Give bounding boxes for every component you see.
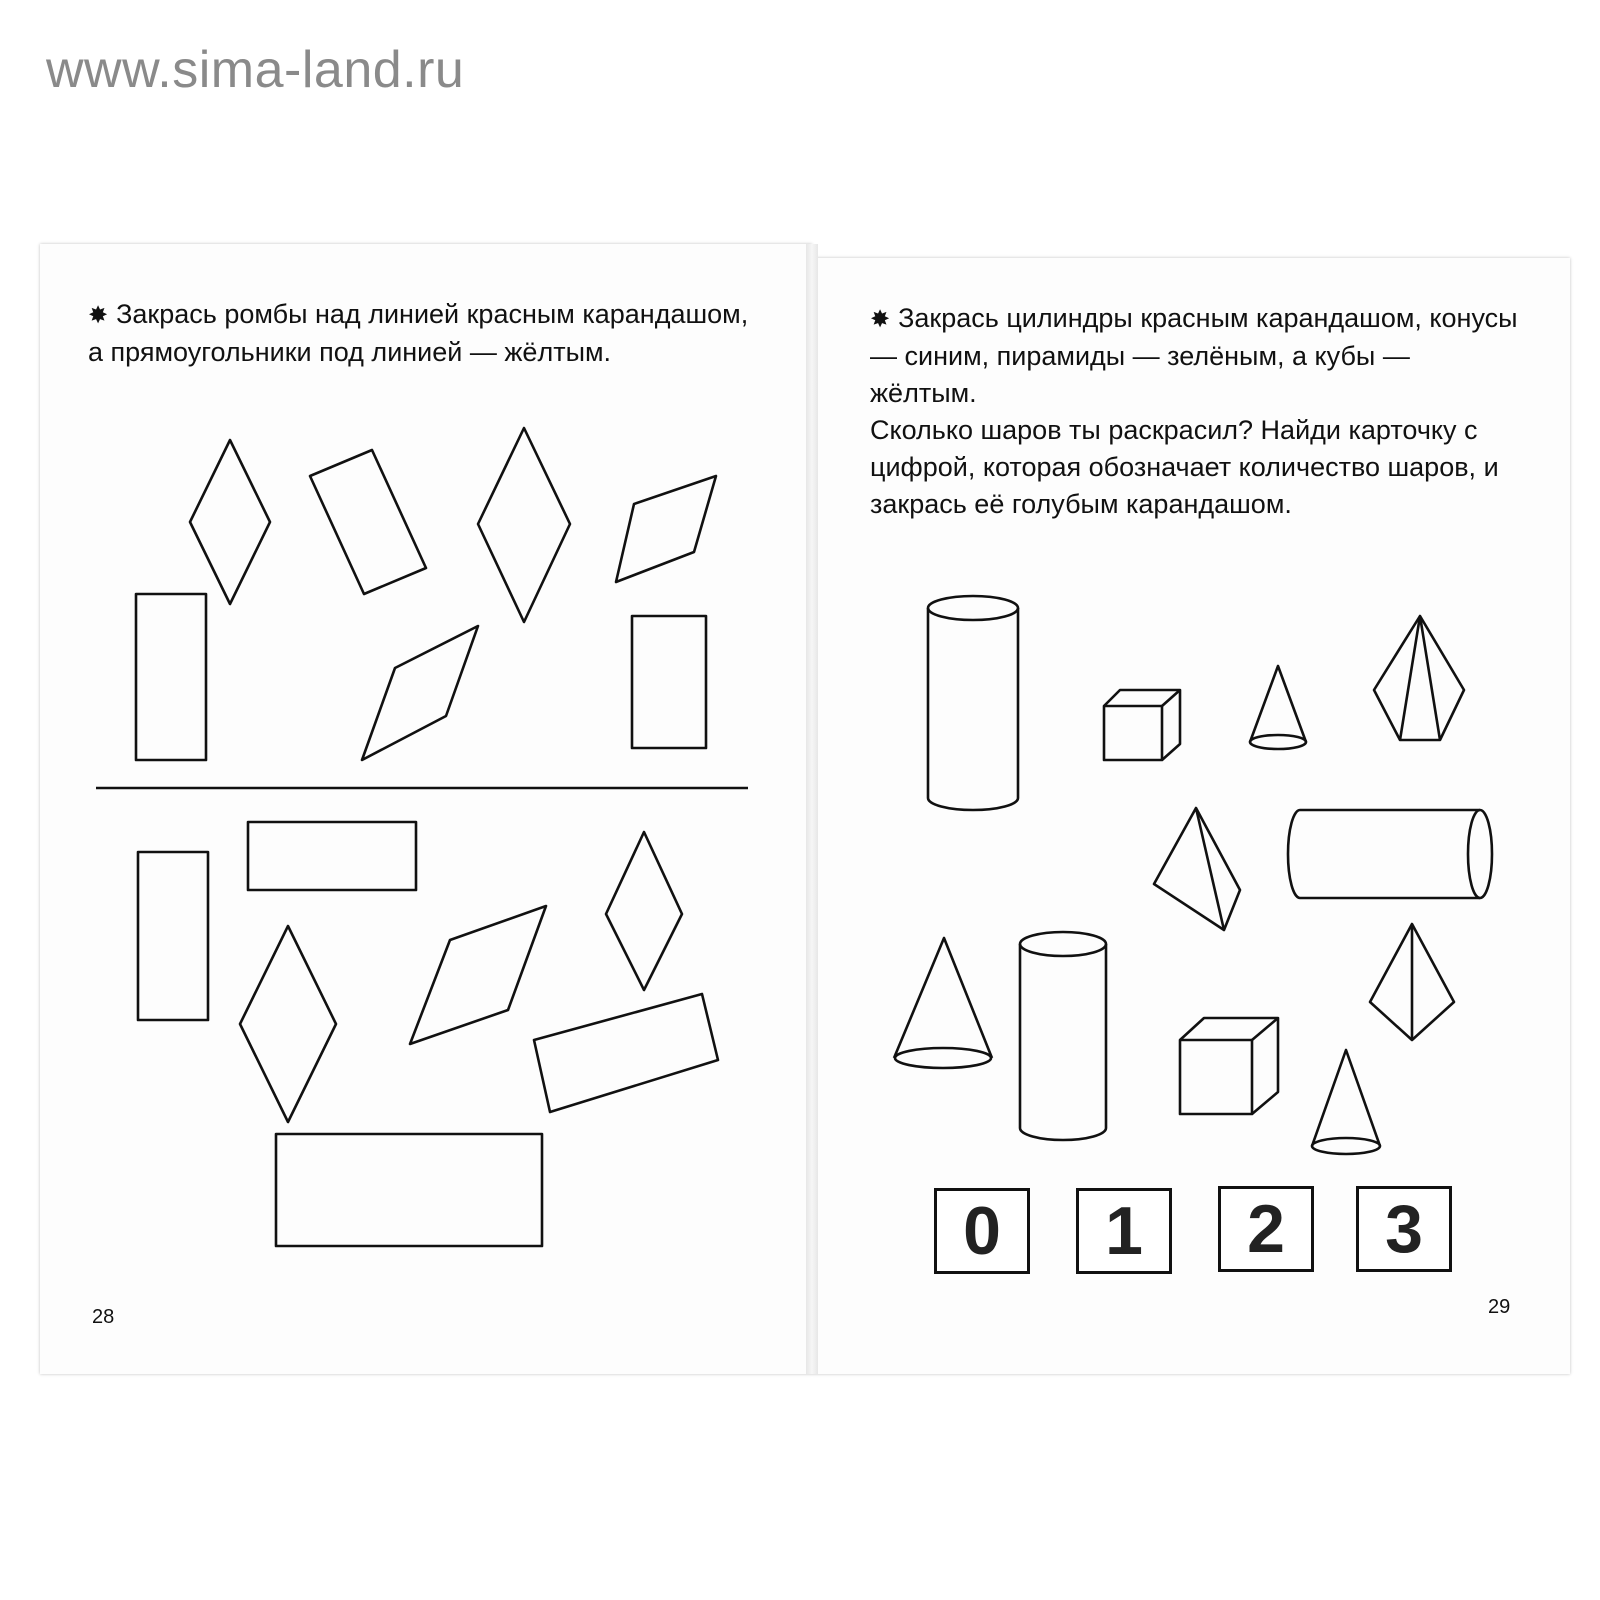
rectangle-shape[interactable] xyxy=(136,594,206,760)
cone-shape[interactable] xyxy=(1312,1050,1380,1154)
rectangle-shape[interactable] xyxy=(534,994,718,1112)
cube-shape[interactable] xyxy=(1180,1018,1278,1114)
cone-shape[interactable] xyxy=(894,938,992,1068)
number-card-2[interactable]: 2 xyxy=(1218,1186,1314,1272)
cylinder-shape[interactable] xyxy=(1020,932,1106,1140)
cylinder-shape[interactable] xyxy=(928,596,1018,810)
cylinder-shape[interactable] xyxy=(1288,810,1492,898)
page-number-right: 29 xyxy=(1488,1296,1511,1318)
rhombus-shape[interactable] xyxy=(410,906,546,1044)
number-card-0[interactable]: 0 xyxy=(934,1188,1030,1274)
pyramid-shape[interactable] xyxy=(1154,808,1240,930)
rectangle-shape[interactable] xyxy=(310,450,426,594)
rhombus-shape[interactable] xyxy=(616,476,716,582)
rectangle-shape[interactable] xyxy=(632,616,706,748)
pyramid-shape[interactable] xyxy=(1370,924,1454,1040)
right-task-label-2: Сколько шаров ты раскрасил? Найди карточку с цифрой, которая обозначает количество шаров, и закрась её голубым карандашом. xyxy=(870,415,1499,519)
rhombus-shape[interactable] xyxy=(240,926,336,1122)
rectangle-shape[interactable] xyxy=(138,852,208,1020)
star-bullet-icon: ✸ xyxy=(88,302,109,329)
rhombus-shape[interactable] xyxy=(362,626,478,760)
pyramid-shape[interactable] xyxy=(1374,616,1464,740)
cube-shape[interactable] xyxy=(1104,690,1180,760)
number-card-1[interactable]: 1 xyxy=(1076,1188,1172,1274)
left-task-label: Закрась ромбы над линией красным карандашом, а прямоугольники под линией — жёлтым. xyxy=(88,299,749,367)
rectangle-shape[interactable] xyxy=(276,1134,542,1246)
star-bullet-icon: ✸ xyxy=(870,306,891,333)
rectangle-shape[interactable] xyxy=(248,822,416,890)
rhombus-shape[interactable] xyxy=(478,428,570,622)
right-task-label-1: Закрась цилиндры красным карандашом, конусы — синим, пирамиды — зелёным, а кубы — жёлтым. xyxy=(870,303,1518,408)
rhombus-shape[interactable] xyxy=(190,440,270,604)
cone-shape[interactable] xyxy=(1250,666,1306,749)
watermark: www.sima-land.ru xyxy=(46,41,465,99)
rhombus-shape[interactable] xyxy=(606,832,682,990)
number-card-3[interactable]: 3 xyxy=(1356,1186,1452,1272)
page-number-left: 28 xyxy=(92,1306,115,1328)
